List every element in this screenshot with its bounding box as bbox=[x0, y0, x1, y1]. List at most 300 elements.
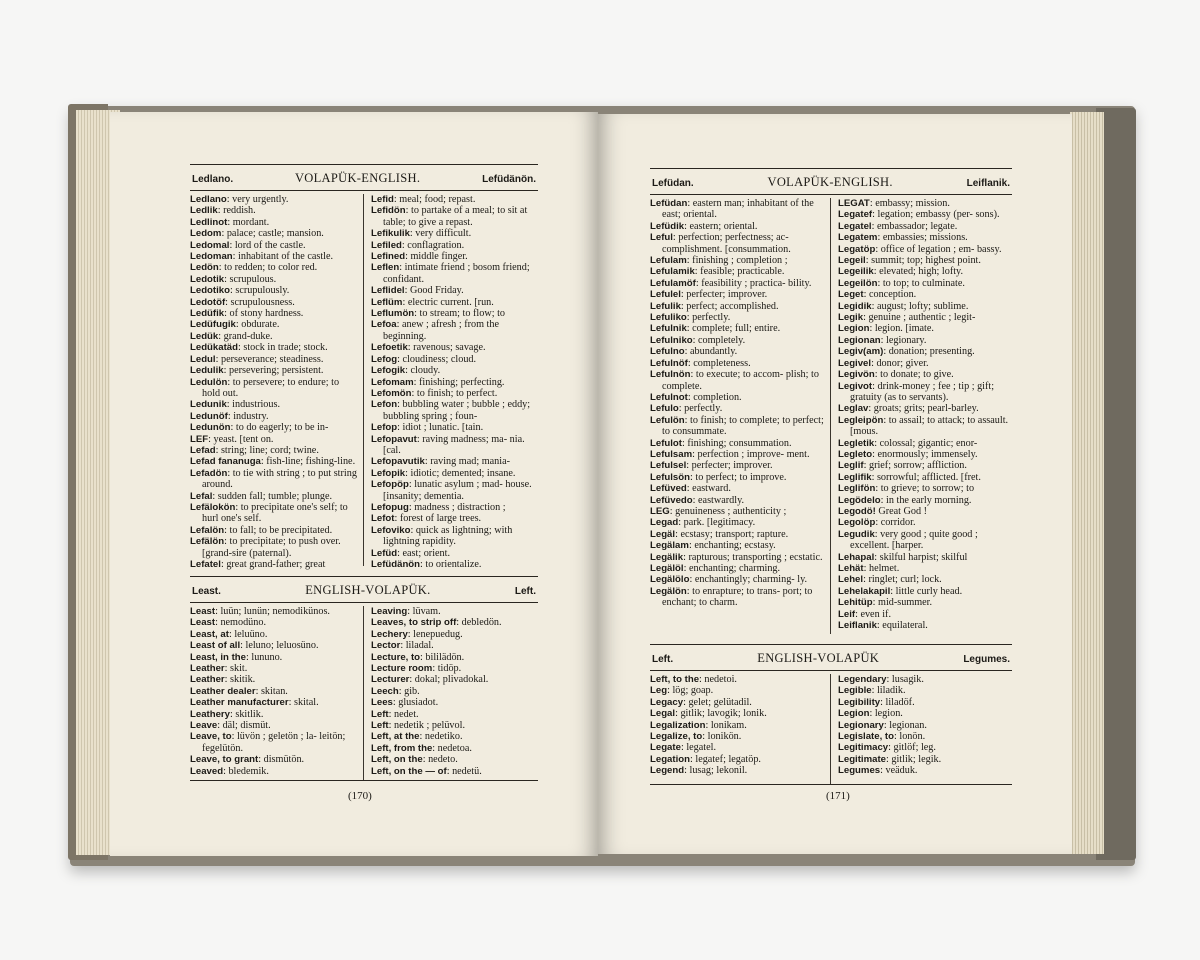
dictionary-entry bbox=[190, 445, 357, 456]
headword: Legumes bbox=[838, 765, 881, 777]
headword: Leget bbox=[838, 289, 864, 301]
definition: : to precipitate one's self; to hurl one's self. bbox=[202, 501, 348, 525]
headword: Lefüdänön bbox=[371, 559, 421, 570]
definition: : scrupulousness. bbox=[225, 296, 295, 308]
dictionary-entry bbox=[838, 335, 1012, 346]
definition: : tidöp. bbox=[432, 663, 462, 675]
definition: : bililädön. bbox=[420, 651, 465, 663]
definition: : finishing; perfecting. bbox=[413, 376, 505, 388]
definition: : to grieve; to sorrow; to bbox=[875, 483, 975, 495]
definition: : raving mad; mania- bbox=[424, 456, 510, 468]
dictionary-entry bbox=[190, 308, 357, 319]
headword: Least, in the bbox=[190, 651, 246, 663]
left-bottom-section bbox=[190, 576, 538, 781]
dictionary-entry bbox=[838, 312, 1012, 323]
headword: Ledul bbox=[190, 353, 216, 365]
headword: Leaving bbox=[371, 606, 408, 617]
definition: : stock in trade; stock. bbox=[237, 342, 328, 354]
definition: : luün; lunün; nemodikünos. bbox=[215, 606, 330, 617]
dictionary-entry bbox=[838, 597, 1012, 608]
dictionary-entry bbox=[650, 495, 824, 506]
headword: Ledotik bbox=[190, 273, 225, 285]
definition: : perfection; perfectness; ac- complishment. [consummation. bbox=[662, 232, 791, 255]
dictionary-entry bbox=[190, 674, 357, 685]
definition: : bubbling water ; bubble ; eddy; bubbling spring ; foun- bbox=[383, 399, 531, 422]
headword: LEGAT bbox=[838, 198, 870, 209]
headword: Ledüfik bbox=[190, 308, 225, 320]
headword: Lefulnöf bbox=[650, 357, 688, 369]
headword: Ledunöf bbox=[190, 410, 228, 422]
dictionary-entry bbox=[190, 365, 357, 376]
entries-column-1 bbox=[650, 198, 830, 634]
dictionary-entry bbox=[371, 194, 538, 205]
definition: : legation; embassy (per- sons). bbox=[872, 209, 1000, 221]
headword: Lehelakapil bbox=[838, 585, 891, 597]
dictionary-entry bbox=[838, 483, 1012, 494]
definition: : very difficult. bbox=[409, 228, 472, 240]
definition: : dokal; plivadokal. bbox=[409, 674, 489, 686]
headword: Lefulamik bbox=[650, 266, 695, 278]
headword: Ledom bbox=[190, 228, 222, 240]
headword: Lefadön bbox=[190, 467, 228, 479]
entries-column-1 bbox=[650, 674, 830, 784]
dictionary-entry bbox=[190, 342, 357, 353]
dictionary-entry bbox=[650, 586, 824, 609]
dictionary-entry bbox=[650, 731, 824, 742]
headword: Legalization bbox=[650, 719, 706, 731]
definition: : park. [legitimacy. bbox=[678, 517, 756, 529]
headword: Lefoetik bbox=[371, 342, 408, 354]
definition: : perfect; accomplished. bbox=[680, 300, 779, 312]
dictionary-entry bbox=[190, 456, 357, 467]
left-top-section bbox=[190, 164, 538, 570]
definition: : colossal; gigantic; enor- bbox=[874, 437, 978, 449]
dictionary-entry bbox=[371, 674, 538, 685]
headword: Ledön bbox=[190, 262, 219, 274]
dictionary-entry bbox=[838, 742, 1012, 753]
headword: Lefulsam bbox=[650, 448, 693, 460]
definition: : rapturous; transporting ; ecstatic. bbox=[683, 551, 823, 563]
definition: : finishing ; completion ; bbox=[686, 255, 788, 267]
dictionary-entry bbox=[371, 456, 538, 467]
headword: Leech bbox=[371, 685, 399, 697]
dictionary-entry bbox=[190, 377, 357, 400]
headword: Legälik bbox=[650, 551, 684, 563]
definition: : sorrowful; afflicted. [fret. bbox=[871, 471, 981, 483]
definition: : embassador; legate. bbox=[871, 220, 958, 232]
headword: Lefon bbox=[371, 399, 398, 411]
definition: : nedeto. bbox=[422, 754, 458, 766]
headword: Leaves, to strip off bbox=[371, 617, 457, 629]
definition: : perfecter; improver. bbox=[686, 460, 773, 472]
definition: : gib. bbox=[398, 685, 420, 697]
dictionary-entry bbox=[650, 403, 824, 414]
headword: Lefulo bbox=[650, 403, 679, 415]
definition: : to finish; to complete; to perfect; to consummate. bbox=[662, 414, 824, 438]
definition: : eastwardly. bbox=[692, 494, 745, 506]
definition: : obdurate. bbox=[235, 319, 280, 331]
headword: Leather dealer bbox=[190, 685, 256, 697]
footer-rule bbox=[190, 780, 538, 781]
dictionary-entry bbox=[371, 319, 538, 342]
dictionary-entry bbox=[371, 422, 538, 433]
running-header bbox=[650, 645, 1012, 670]
headword: Lefulot bbox=[650, 437, 682, 449]
headword: Lefid bbox=[371, 194, 394, 205]
dictionary-entry bbox=[371, 559, 538, 570]
dictionary-entry bbox=[190, 731, 357, 754]
headword: Lefopavut bbox=[371, 433, 417, 445]
definition: : skital. bbox=[288, 697, 319, 709]
definition: : very good ; quite good ; excellent. [harper. bbox=[850, 528, 978, 552]
definition: : perfection ; improve- ment. bbox=[692, 448, 810, 460]
dictionary-entry bbox=[190, 697, 357, 708]
dictionary-entry bbox=[650, 517, 824, 528]
headword: Leflüm bbox=[371, 296, 403, 308]
definition: : genuineness ; authenticity ; bbox=[669, 505, 787, 517]
definition: : string; line; cord; twine. bbox=[215, 444, 319, 456]
definition: : great grand-father; great bbox=[220, 559, 326, 570]
headword: Legeilön bbox=[838, 277, 878, 289]
definition: : abundantly. bbox=[684, 346, 738, 358]
dictionary-entry bbox=[838, 517, 1012, 528]
definition: : lüvam. bbox=[407, 606, 441, 617]
definition: : perfectly. bbox=[686, 312, 731, 324]
dictionary-entry bbox=[838, 403, 1012, 414]
definition: : bledemik. bbox=[223, 765, 269, 777]
guide-word-left: Lefüdan. bbox=[652, 178, 694, 189]
headword: Legidik bbox=[838, 300, 872, 312]
dictionary-entry bbox=[190, 720, 357, 731]
headword: Ledüfugik bbox=[190, 319, 236, 331]
definition: : to assail; to attack; to assault. [mous. bbox=[850, 414, 1009, 438]
dictionary-entry bbox=[650, 335, 824, 346]
definition: : idiotic; demented; insane. bbox=[405, 467, 516, 479]
headword: Lefopavutik bbox=[371, 456, 425, 468]
headword: Left, to the bbox=[650, 674, 700, 685]
dictionary-entry bbox=[650, 278, 824, 289]
headword: Least bbox=[190, 617, 216, 629]
headword: LEF bbox=[190, 433, 209, 445]
headword: Left, on the bbox=[371, 754, 423, 766]
definition: : cloudy. bbox=[405, 365, 441, 377]
definition: : to perfect; to improve. bbox=[689, 471, 787, 483]
definition: : sudden fall; tumble; plunge. bbox=[212, 490, 333, 502]
entries-columns bbox=[650, 195, 1012, 634]
definition: : in the early morning. bbox=[880, 494, 972, 506]
headword: Lecture, to bbox=[371, 651, 421, 663]
entries-columns bbox=[190, 603, 538, 780]
definition: : nedetü. bbox=[446, 765, 482, 777]
headword: Legibility bbox=[838, 696, 881, 708]
dictionary-entry bbox=[190, 502, 357, 525]
section-title: ENGLISH-VOLAPÜK bbox=[757, 651, 880, 665]
dictionary-entry bbox=[371, 548, 538, 559]
dictionary-entry bbox=[838, 244, 1012, 255]
footer-rule bbox=[650, 784, 1012, 785]
dictionary-entry bbox=[838, 472, 1012, 483]
dictionary-entry bbox=[838, 449, 1012, 460]
definition: Great God ! bbox=[875, 505, 928, 517]
dictionary-entry bbox=[371, 399, 538, 422]
headword: Lees bbox=[371, 697, 393, 709]
definition: : quick as lightning; with lightning rapidity. bbox=[383, 524, 513, 548]
headword: Lehitüp bbox=[838, 597, 873, 609]
headword: Leglif bbox=[838, 460, 864, 472]
headword: Legad bbox=[650, 517, 679, 529]
dictionary-entry bbox=[190, 228, 357, 239]
headword: Left, at the bbox=[371, 731, 420, 743]
dictionary-entry bbox=[838, 529, 1012, 552]
headword: Leglav bbox=[838, 403, 869, 415]
dictionary-entry bbox=[371, 709, 538, 720]
headword: Legatem bbox=[838, 232, 878, 244]
definition: : nemodüno. bbox=[215, 617, 266, 629]
definition: : scrupulous. bbox=[224, 273, 277, 285]
dictionary-entry bbox=[838, 323, 1012, 334]
dictionary-entry bbox=[190, 297, 357, 308]
headword: Lefulsel bbox=[650, 460, 687, 472]
definition: : even if. bbox=[855, 608, 891, 620]
dictionary-entry bbox=[190, 559, 357, 570]
dictionary-entry bbox=[650, 392, 824, 403]
headword: Legend bbox=[650, 765, 685, 777]
headword: Ledunön bbox=[190, 422, 231, 434]
headword: Legislate, to bbox=[838, 731, 894, 743]
dictionary-entry bbox=[838, 685, 1012, 696]
definition: : legion. bbox=[869, 708, 903, 720]
definition: : idiot ; lunatic. [tain. bbox=[397, 422, 484, 434]
dictionary-entry bbox=[838, 674, 1012, 685]
dictionary-entry bbox=[838, 255, 1012, 266]
dictionary-entry bbox=[190, 331, 357, 342]
definition: : eastern man; inhabitant of the east; oriental. bbox=[662, 198, 814, 221]
page-number: (170) bbox=[348, 790, 372, 802]
headword: Leglifik bbox=[838, 471, 872, 483]
headword: Legleto bbox=[838, 448, 873, 460]
entries-column-1 bbox=[190, 194, 363, 570]
headword: Legälölo bbox=[650, 574, 690, 586]
definition: : nedetiko. bbox=[419, 731, 463, 743]
definition: : lüvön ; geletön ; la- leitön; fegelütön. bbox=[202, 731, 346, 754]
definition: : embassies; missions. bbox=[877, 232, 968, 244]
definition: : gitlik; lavogik; lonik. bbox=[675, 708, 767, 720]
dictionary-entry bbox=[190, 411, 357, 422]
definition: : to finish; to perfect. bbox=[411, 387, 498, 399]
headword: Lefulnik bbox=[650, 323, 687, 335]
dictionary-entry bbox=[190, 629, 357, 640]
definition: : lög; goap. bbox=[667, 685, 714, 697]
dictionary-entry bbox=[371, 342, 538, 353]
headword: Lefop bbox=[371, 422, 398, 434]
definition: : grand-duke. bbox=[218, 330, 273, 342]
definition: : conflagration. bbox=[401, 239, 465, 251]
definition: : gitlik; legik. bbox=[885, 753, 942, 765]
headword: Ledomal bbox=[190, 239, 230, 251]
headword: Lefulik bbox=[650, 300, 681, 312]
dictionary-entry bbox=[650, 232, 824, 255]
headword: Leflumön bbox=[371, 308, 415, 320]
headword: Leave bbox=[190, 720, 218, 732]
definition: : liladöf. bbox=[880, 696, 915, 708]
definition: : fish-line; fishing-line. bbox=[260, 456, 356, 468]
headword: Leful bbox=[650, 232, 673, 244]
headword: Lefälön bbox=[190, 536, 225, 548]
definition: : skilful harpist; skilful bbox=[874, 551, 968, 563]
definition: : conception. bbox=[863, 289, 917, 301]
definition: : to donate; to give. bbox=[874, 369, 954, 381]
headword: Lefüved bbox=[650, 483, 687, 495]
guide-word-right: Left. bbox=[514, 586, 536, 597]
headword: Lefal bbox=[190, 490, 213, 502]
headword: Lefoviko bbox=[371, 524, 411, 536]
dictionary-entry bbox=[371, 754, 538, 765]
definition: : skitik. bbox=[224, 674, 256, 686]
dictionary-entry bbox=[650, 346, 824, 357]
headword: Legleipön bbox=[838, 414, 884, 426]
headword: Legälön bbox=[650, 585, 687, 597]
dictionary-entry bbox=[371, 251, 538, 262]
dictionary-entry bbox=[838, 731, 1012, 742]
dictionary-entry bbox=[190, 652, 357, 663]
dictionary-entry bbox=[190, 217, 357, 228]
definition: : nedetoa. bbox=[432, 742, 472, 754]
definition: : genuine ; authentic ; legit- bbox=[863, 312, 976, 324]
headword: Legudik bbox=[838, 528, 875, 540]
headword: Left bbox=[371, 708, 389, 720]
dictionary-entry bbox=[190, 319, 357, 330]
definition: : very urgently. bbox=[226, 194, 289, 205]
headword: Lefulel bbox=[650, 289, 681, 301]
headword: Lefuliko bbox=[650, 312, 687, 324]
dictionary-entry bbox=[371, 606, 538, 617]
headword: Ledlik bbox=[190, 205, 218, 217]
definition: : drink-money ; fee ; tip ; gift; gratuity (as to servants). bbox=[850, 380, 995, 403]
running-header bbox=[190, 165, 538, 190]
headword: Legälam bbox=[650, 540, 689, 552]
dictionary-entry bbox=[650, 563, 824, 574]
definition: : august; lofty; sublime. bbox=[871, 300, 969, 312]
entries-column-2 bbox=[830, 674, 1012, 784]
dictionary-entry bbox=[190, 434, 357, 445]
headword: Ledük bbox=[190, 330, 219, 342]
definition: : office of legation ; em- bassy. bbox=[875, 243, 1002, 255]
dictionary-entry bbox=[190, 606, 357, 617]
headword: Lefoa bbox=[371, 319, 397, 331]
headword: Lefog bbox=[371, 353, 398, 365]
dictionary-entry bbox=[190, 640, 357, 651]
headword: Legitimate bbox=[838, 753, 886, 765]
dictionary-entry bbox=[650, 720, 824, 731]
definition: : raving madness; ma- nia. [cal. bbox=[383, 433, 525, 456]
dictionary-entry bbox=[650, 301, 824, 312]
definition: : liladik. bbox=[871, 685, 906, 697]
definition: : perfecter; improver. bbox=[680, 289, 768, 301]
headword: Legacy bbox=[650, 696, 684, 708]
headword: Legolöp bbox=[838, 517, 876, 529]
headword: Least of all bbox=[190, 640, 241, 652]
headword: Lefot bbox=[371, 513, 395, 525]
definition: : lununo. bbox=[245, 651, 283, 663]
dictionary-entry bbox=[838, 754, 1012, 765]
headword: Lefulnön bbox=[650, 369, 691, 381]
dictionary-entry bbox=[371, 388, 538, 399]
definition: : däl; dismüt. bbox=[217, 720, 271, 732]
dictionary-entry bbox=[650, 312, 824, 323]
dictionary-entry bbox=[371, 731, 538, 742]
headword: Legible bbox=[838, 685, 872, 697]
dictionary-entry bbox=[838, 369, 1012, 380]
dictionary-entry bbox=[190, 285, 357, 296]
dictionary-entry bbox=[650, 255, 824, 266]
headword: Ledulik bbox=[190, 365, 224, 377]
right-top-section bbox=[650, 168, 1012, 634]
definition: : to tie with string ; to put string around. bbox=[202, 467, 357, 491]
definition: : embassy; mission. bbox=[869, 198, 950, 209]
dictionary-entry bbox=[650, 552, 824, 563]
dictionary-entry bbox=[371, 365, 538, 376]
section-title: VOLAPÜK-ENGLISH. bbox=[294, 171, 421, 185]
definition: : enchanting; charming. bbox=[683, 563, 781, 574]
dictionary-entry bbox=[650, 754, 824, 765]
dictionary-entry bbox=[371, 377, 538, 388]
dictionary-entry bbox=[650, 574, 824, 585]
dictionary-entry bbox=[190, 251, 357, 262]
dictionary-entry bbox=[371, 308, 538, 319]
definition: : meal; food; repast. bbox=[393, 194, 476, 205]
definition: : industry. bbox=[227, 410, 269, 422]
definition: : industrious. bbox=[226, 399, 280, 411]
headword: Legivön bbox=[838, 369, 875, 381]
definition: : gelet; gelütadil. bbox=[683, 696, 752, 708]
definition: : helmet. bbox=[863, 563, 900, 574]
headword: Ledotiko bbox=[190, 285, 230, 297]
headword: Legivel bbox=[838, 357, 872, 369]
dictionary-entry bbox=[838, 438, 1012, 449]
definition: : grief; sorrow; affliction. bbox=[863, 460, 967, 472]
entries-column-2 bbox=[363, 606, 538, 780]
headword: Leather bbox=[190, 663, 225, 675]
dictionary-entry bbox=[650, 529, 824, 540]
definition: : to persevere; to endure; to hold out. bbox=[202, 376, 340, 399]
dictionary-entry bbox=[650, 289, 824, 300]
headword: Lefomam bbox=[371, 376, 414, 388]
headword: Ledükatäd bbox=[190, 342, 238, 354]
dictionary-entry bbox=[838, 232, 1012, 243]
definition: : to stream; to flow; to bbox=[414, 308, 505, 320]
page-edges-right bbox=[1070, 112, 1104, 854]
dictionary-entry bbox=[371, 228, 538, 239]
dictionary-entry bbox=[838, 289, 1012, 300]
headword: Ledunik bbox=[190, 399, 227, 411]
definition: : ecstasy; transport; rapture. bbox=[675, 528, 789, 540]
headword: Legatef bbox=[838, 209, 873, 221]
headword: Legionan bbox=[838, 334, 881, 346]
headword: Lecture room bbox=[371, 663, 433, 675]
headword: Lechery bbox=[371, 628, 408, 640]
dictionary-entry bbox=[838, 586, 1012, 597]
headword: Legion bbox=[838, 708, 870, 720]
definition: : skitan. bbox=[255, 685, 288, 697]
dictionary-entry bbox=[650, 369, 824, 392]
headword: Lefogik bbox=[371, 365, 406, 377]
definition: : to partake of a meal; to sit at table; to give a repast. bbox=[383, 205, 528, 228]
definition: : completeness. bbox=[687, 357, 751, 369]
headword: Leif bbox=[838, 608, 856, 620]
definition: : mid-summer. bbox=[872, 597, 933, 609]
definition: : little curly head. bbox=[890, 585, 963, 597]
definition: : to fall; to be precipitated. bbox=[224, 524, 333, 536]
